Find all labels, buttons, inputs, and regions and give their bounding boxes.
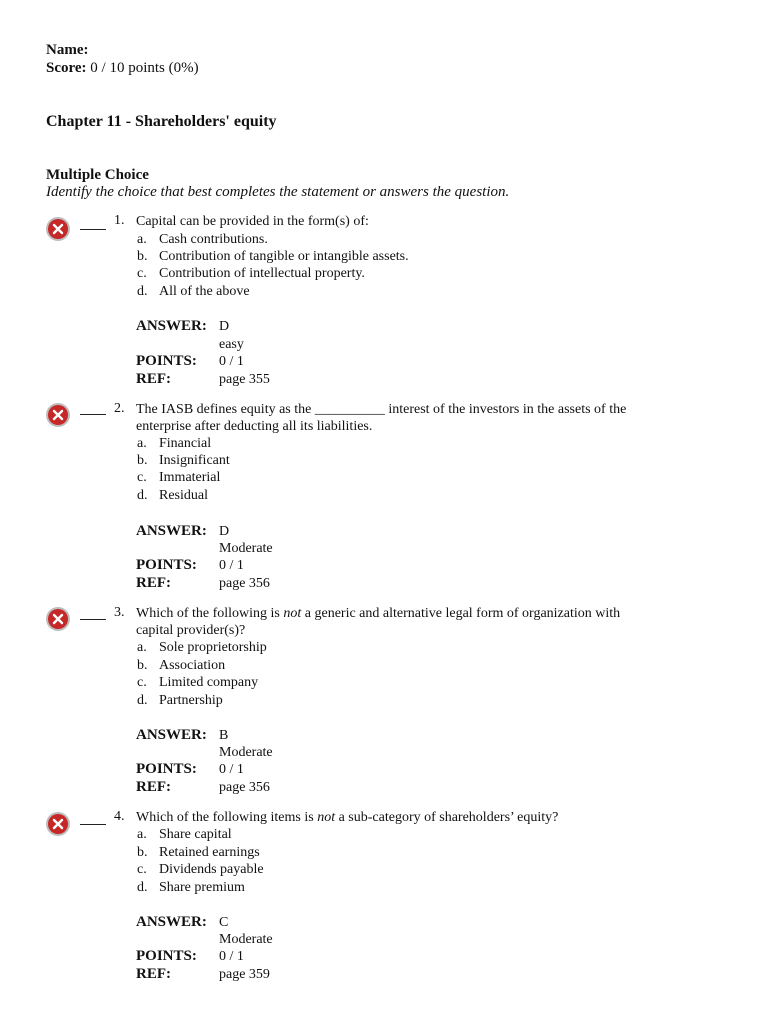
question-text-before: Which of the following is [136, 606, 284, 621]
question-text-emphasis: not [317, 810, 336, 825]
answer-label: ANSWER: [136, 523, 207, 539]
option-letter: a. [137, 436, 147, 451]
chapter-title: Chapter 11 - Shareholders' equity [46, 113, 277, 130]
ref-value: page 356 [219, 780, 270, 795]
answer-blank [80, 229, 106, 230]
option-letter: b. [137, 249, 148, 264]
score-label: Score: [46, 60, 87, 76]
option-text: Immaterial [159, 470, 221, 485]
points-label: POINTS: [136, 353, 197, 369]
points-label: POINTS: [136, 557, 197, 573]
answer-value: C [219, 915, 229, 930]
option-text: Sole proprietorship [159, 640, 267, 655]
points-value: 0 / 1 [219, 558, 244, 573]
answer-value: D [219, 319, 230, 334]
question-text-emphasis: not [283, 606, 302, 621]
option-text: Cash contributions. [159, 232, 268, 247]
option-letter: d. [137, 488, 148, 503]
x-circle-icon [45, 216, 71, 242]
points-value: 0 / 1 [219, 949, 244, 964]
option-letter: d. [137, 880, 148, 895]
question-text [136, 809, 722, 826]
option-text: Dividends payable [159, 862, 264, 877]
option-letter: b. [137, 845, 148, 860]
section-title: Multiple Choice [46, 167, 149, 183]
answer-blank [80, 414, 106, 415]
points-value: 0 / 1 [219, 762, 244, 777]
answer-blank [80, 824, 106, 825]
option-letter: c. [137, 470, 147, 485]
question-number: 1. [114, 213, 125, 228]
option-text: Residual [159, 488, 208, 503]
option-letter: b. [137, 453, 148, 468]
x-circle-icon [45, 402, 71, 428]
question-number: 3. [114, 605, 125, 620]
option-letter: c. [137, 862, 147, 877]
option-text: Partnership [159, 693, 223, 708]
ref-value: page 359 [219, 967, 270, 982]
option-text: All of the above [159, 284, 250, 299]
question-text-line-1 [136, 605, 722, 622]
score-value: 0 / 10 points (0%) [90, 60, 199, 76]
option-text: Contribution of intellectual property. [159, 266, 365, 281]
ref-label: REF: [136, 371, 171, 387]
option-text: Association [159, 658, 226, 673]
ref-value: page 356 [219, 576, 270, 591]
question-number: 2. [114, 401, 125, 416]
option-letter: a. [137, 827, 147, 842]
option-letter: a. [137, 640, 147, 655]
question-number: 4. [114, 809, 125, 824]
points-value: 0 / 1 [219, 354, 244, 369]
question-text-line-1: The IASB defines equity as the __________ interest of the investors in the assets of the [136, 402, 627, 417]
option-text: Limited company [159, 675, 259, 690]
option-text: Financial [159, 436, 212, 451]
option-text: Insignificant [159, 453, 230, 468]
option-letter: b. [137, 658, 148, 673]
option-letter: c. [137, 266, 147, 281]
option-text: Contribution of tangible or intangible assets. [159, 249, 409, 264]
option-letter: d. [137, 284, 148, 299]
option-text: Share capital [159, 827, 232, 842]
difficulty-value: easy [219, 337, 244, 352]
question-text-line-2: enterprise after deducting all its liabilities. [136, 419, 373, 434]
option-letter: d. [137, 693, 148, 708]
score-line [46, 60, 199, 77]
difficulty-value: Moderate [219, 541, 273, 556]
answer-label: ANSWER: [136, 914, 207, 930]
x-circle-icon [45, 811, 71, 837]
points-label: POINTS: [136, 948, 197, 964]
answer-value: B [219, 728, 229, 743]
question-text-before: Which of the following items is [136, 810, 318, 825]
x-circle-icon [45, 606, 71, 632]
option-text: Share premium [159, 880, 245, 895]
answer-value: D [219, 524, 230, 539]
ref-value: page 355 [219, 372, 270, 387]
question-text-after: a generic and alternative legal form of organization with [301, 606, 621, 621]
difficulty-value: Moderate [219, 745, 273, 760]
instructions: Identify the choice that best completes the statement or answers the question. [46, 184, 510, 200]
points-label: POINTS: [136, 761, 197, 777]
question-text-after: a sub-category of shareholders’ equity? [335, 810, 559, 825]
answer-blank [80, 619, 106, 620]
option-text: Retained earnings [159, 845, 260, 860]
answer-label: ANSWER: [136, 727, 207, 743]
option-letter: a. [137, 232, 147, 247]
ref-label: REF: [136, 966, 171, 982]
ref-label: REF: [136, 575, 171, 591]
answer-label: ANSWER: [136, 318, 207, 334]
question-text-line-2: capital provider(s)? [136, 623, 246, 638]
option-letter: c. [137, 675, 147, 690]
ref-label: REF: [136, 779, 171, 795]
question-text: Capital can be provided in the form(s) of: [136, 214, 369, 229]
name-label: Name: [46, 42, 89, 58]
difficulty-value: Moderate [219, 932, 273, 947]
